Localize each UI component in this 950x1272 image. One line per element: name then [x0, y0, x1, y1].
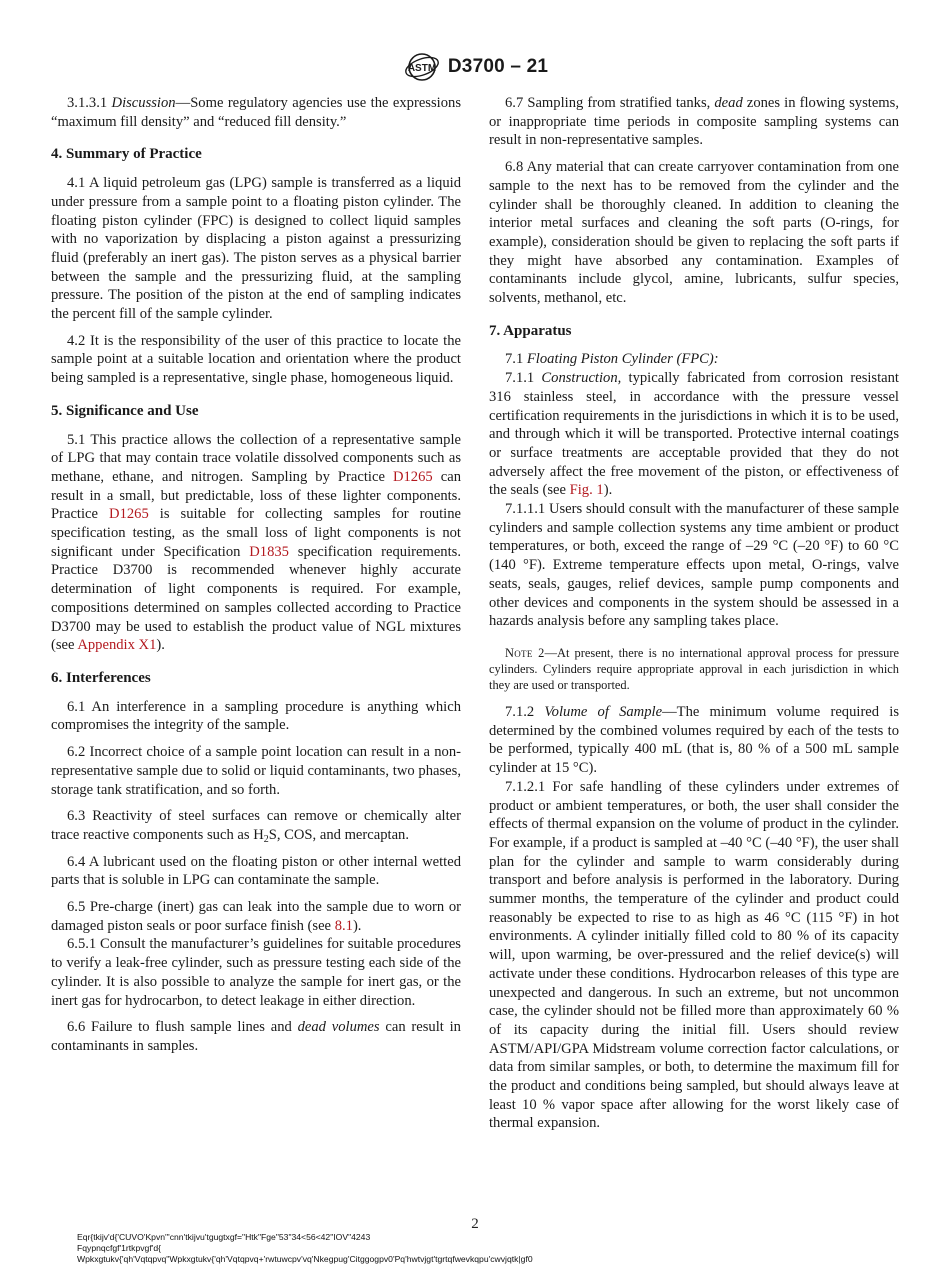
license-footer: [77, 1232, 897, 1266]
document-designation: D3700 – 21: [447, 56, 549, 77]
paragraph-6-6: 6.6 Failure to flush sample lines and dead volumes can result in contaminants in samples.: [51, 1019, 461, 1054]
note-2: Note 2—At present, there is no international approval process for pressure cylinders. Cylinders require appropriate approval in each jurisdiction in which they are used or transported.: [489, 645, 899, 692]
paragraph-6-1: 6.1 An interference in a sampling procedure is anything which compromises the integrity of the sample.: [51, 698, 461, 734]
link-d1265[interactable]: D1265: [392, 468, 433, 485]
left-column: [51, 94, 461, 1064]
section-heading-6: 6. Interferences: [51, 669, 151, 686]
paragraph-6-5-1: 6.5.1 Consult the manufacturer’s guidelines for suitable procedures to verify a leak-free cylinder, such as pressure testing each side of the cylinder. It is also possible to analyze the sample for inert gas, or the inert gas for hydrocarbon, to detect leakage in either direction.: [51, 936, 461, 1009]
document-header: [0, 50, 950, 84]
page-number: 2: [471, 1216, 479, 1232]
link-d1265[interactable]: D1265: [109, 506, 149, 523]
section-heading-5: 5. Significance and Use: [51, 402, 199, 419]
paragraph-6-5: 6.5 Pre-charge (inert) gas can leak into the sample due to worn or damaged piston seals or poor surface finish (see 8.1).: [51, 899, 461, 934]
paragraph-6-2: 6.2 Incorrect choice of a sample point location can result in a non-representative sample due to solid or liquid contaminants, two phases, storage tank stratification, and so forth.: [51, 744, 461, 798]
paragraph-7-1-1: 7.1.1 Construction, typically fabricated from corrosion resistant 316 stainless steel, in accordance with the pressure vessel certification requirements in the jurisdictions in which it is to be used, and through which it will be transported. Protective internal coatings or surface treatments are acceptable provided that they do not adversely affect the free movement of the piston, or effectiveness of the seals (see Fig. 1).: [489, 370, 899, 499]
right-column: [489, 94, 899, 1141]
paragraph-6-4: 6.4 A lubricant used on the floating piston or other internal wetted parts that is soluble in LPG can contaminate the sample.: [51, 853, 461, 889]
paragraph-7-1-2-1: 7.1.2.1 For safe handling of these cylinders under extremes of product or ambient temperatures, or both, the user shall consider the effects of thermal expansion on the volume of product in the cylinder. For example, if a product is sampled at –40 °C (–40 °F), the user shall plan for the cylinder and sample to warm considerably during transport and before analysis is performed in the laboratory. During summer months, the temperature of the cylinder and product could reasonably be expected to rise to as high as 46 °C (115 °F) in hot environments. A cylinder initially filled cold to 80 % of its capacity will, upon warming, be over-pressured and the relief device(s) will activate under these conditions. Hydrocarbon releases of this type are unexpected and dangerous. In such an extreme, but not uncommon case, the cylinder should not be filled more than approximately 60 % of its capacity during the initial fill. Users should review ASTM/API/GPA Midstream volume correction factor calculations, or data from similar samples, or both, to determine the maximum fill for the product and conditions being sampled, but should always leave at least 10 % vapor space after allowing for the worst likely case of thermal expansion.: [489, 778, 899, 1132]
svg-text:ASTM: ASTM: [407, 63, 437, 74]
paragraph-6-7: 6.7 Sampling from stratified tanks, dead zones in flowing systems, or inappropriate time periods in composite sampling systems can result in non-representative samples.: [489, 95, 899, 149]
term-discussion: Discussion: [111, 95, 176, 111]
link-d1835[interactable]: D1835: [249, 543, 289, 560]
footer-line: Fqypnqcfgf'1rtkpvgf'd{: [77, 1243, 162, 1254]
paragraph-4-1: 4.1 A liquid petroleum gas (LPG) sample is transferred as a liquid under pressure from a sample point to a floating piston cylinder. The floating piston cylinder (FPC) is designed to collect liquid samples with no vaporization by displacing a piston against a pressurizing fluid (preferably an inert gas). The piston serves as a physical barrier between the sample and the pressurizing fluid, at the sampling pressure. The position of the piston at the end of sampling indicates the percent fill of the sample cylinder.: [51, 175, 461, 323]
paragraph-7-1-2: 7.1.2 Volume of Sample—The minimum volume required is determined by the combined volumes required by each of the tests to be performed, typically 400 mL (that is, 80 % of a 500 mL sample cylinder at 15 °C).: [489, 703, 900, 777]
link-appendix-x1[interactable]: Appendix X1: [77, 637, 157, 654]
paragraph-6-3: 6.3 Reactivity of steel surfaces can remove or chemically alter trace reactive components such as $H_2S$, COS, and mercaptan.: [51, 808, 461, 845]
note-label: Note 2: [505, 645, 545, 660]
paragraph-3-1-3-1: 3.1.3.1 Discussion—Some regulatory agencies use the expressions “maximum fill density” and “reduced fill density.”: [51, 95, 461, 130]
section-heading-4: 4. Summary of Practice: [51, 146, 202, 163]
section-heading-7: 7. Apparatus: [489, 322, 572, 339]
astm-logo-icon: [402, 50, 442, 84]
paragraph-7-1-1-1: 7.1.1.1 Users should consult with the manufacturer of these sample cylinders and sample collection systems any time ambient or product temperatures, or both, exceed the range of –29 °C (–20 °F) to 60 °C (140 °F). Extreme temperature effects upon metal, O-rings, valve seats, seals, gauges, relief devices, sample pump components and other devices and components in the system should be assessed in a hazards analysis before any sampling takes place.: [489, 501, 899, 630]
footer-line: Eqr{tkijv'd{'CUVO'Kpvn'"cnn'tkijvu'tgugtxgf="Htk"Fge"53"34<56<42"IOV"4243: [77, 1232, 371, 1242]
link-fig-1[interactable]: Fig. 1: [569, 482, 604, 499]
paragraph-5-1: 5.1 This practice allows the collection of a representative sample of LPG that may contain trace volatile dissolved components such as methane, ethane, and nitrogen. Sampling by Practice D1265 can result in a small, but predictable, loss of these lighter components. Practice D1265 is suitable for collecting samples for routine specification testing, as the small loss of light components is not significant under Specification D1835 specification requirements. Practice D3700 is recommended whenever highly accurate determination of light components is required. For example, compositions determined on samples collected according to Practice D3700 may be used to establish the product value of NGL mixtures (see Appendix X1).: [51, 431, 461, 654]
paragraph-7-1: 7.1 Floating Piston Cylinder (FPC):: [505, 351, 719, 368]
footer-line: Wpkxgtukv{'qh'Vqtqpvq"Wpkxgtukv{'qh'Vqtqpvq+'rwtuwcpv'vq'Nkegpug'Citggogpv0'Pq'hwtvjgt'tgrtqfwevkqpu'cwvjqtk|gf0: [77, 1254, 533, 1265]
paragraph-6-8: 6.8 Any material that can create carryover contamination from one sample to the next has to be removed from the cylinder and the cylinder shall be thoroughly cleaned. In addition to cleaning the interior metal surfaces and cleaning the soft parts (O-rings, for example), consideration should be given to replacing the soft parts if they might have absorbed any contamination. Examples of contaminants include glycol, amine, lubricants, sulfur species, solvents, methanol, etc.: [489, 159, 899, 307]
link-section-8-1[interactable]: 8.1: [334, 917, 353, 934]
paragraph-4-2: 4.2 It is the responsibility of the user of this practice to locate the sample point at a suitable location and orientation where the product being sampled is a representative, single phase, homogeneous liquid.: [51, 332, 461, 387]
